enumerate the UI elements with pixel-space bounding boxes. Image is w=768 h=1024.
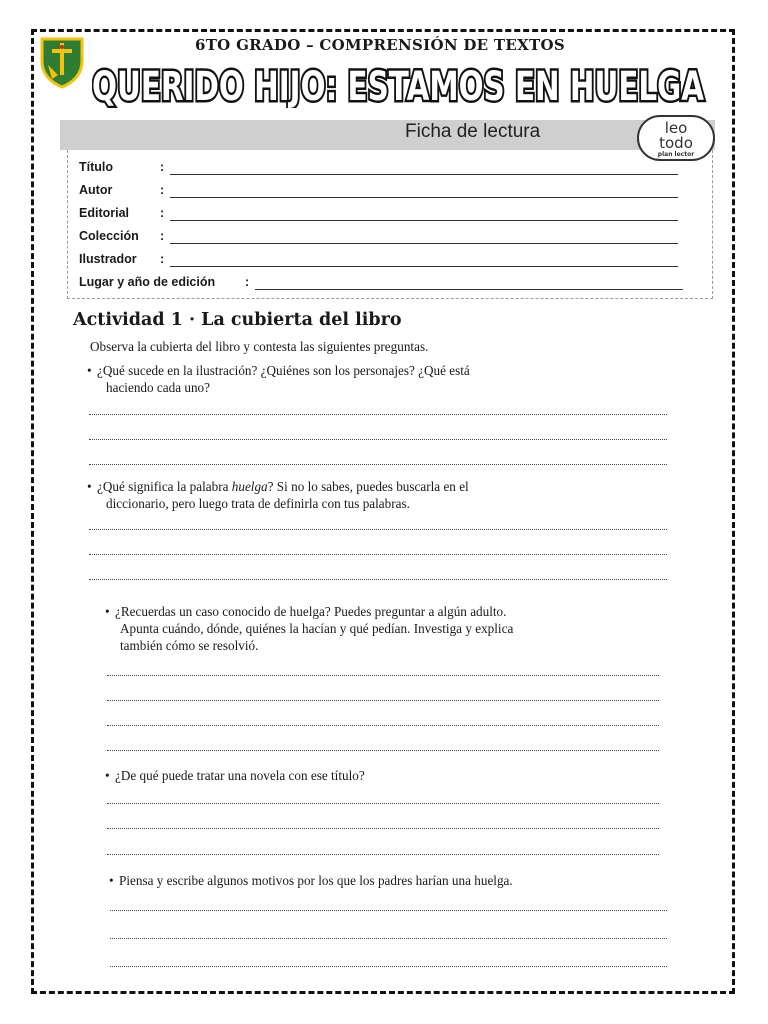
question-3: • ¿Recuerdas un caso conocido de huelga? Puedes preguntar a algún adulto. Apunta cuándo, dónde, quiénes la hacían y qué pedían. Investiga y explica también cómo se resolvió. <box>105 604 514 653</box>
question-5: • Piensa y escribe algunos motivos por los que los padres harían una huelga. <box>109 873 513 888</box>
field-line[interactable] <box>255 289 683 290</box>
svg-text:todo: todo <box>659 134 693 152</box>
question-1: • ¿Qué sucede en la ilustración? ¿Quiénes son los personajes? ¿Qué está haciendo cada uno? <box>87 363 470 395</box>
answer-line[interactable] <box>107 828 659 829</box>
question-2: • ¿Qué significa la palabra huelga? Si no lo sabes, puedes buscarla en el diccionario, pero luego trata de definirla con tus palabras. <box>87 479 469 511</box>
answer-line[interactable] <box>107 854 659 855</box>
field-lugar-ano: Lugar y año de edición : <box>79 275 215 291</box>
answer-line[interactable] <box>89 439 667 440</box>
field-titulo: Título : <box>79 160 113 176</box>
answer-line[interactable] <box>89 414 667 415</box>
field-label: Lugar y año de edición <box>79 275 216 289</box>
field-label: Editorial <box>79 206 130 220</box>
field-label: Autor <box>79 183 113 197</box>
school-crest-icon <box>38 35 86 89</box>
answer-line[interactable] <box>107 725 659 726</box>
worksheet-title <box>92 60 707 108</box>
answer-line[interactable] <box>110 966 667 967</box>
answer-line[interactable] <box>89 464 667 465</box>
answer-line[interactable] <box>110 910 667 911</box>
field-line[interactable] <box>170 197 678 198</box>
answer-line[interactable] <box>89 579 667 580</box>
answer-line[interactable] <box>107 750 659 751</box>
field-coleccion: Colección : <box>79 229 139 245</box>
field-line[interactable] <box>170 243 678 244</box>
field-ilustrador: Ilustrador : <box>79 252 137 268</box>
activity-intro: Observa la cubierta del libro y contesta las siguientes preguntas. <box>90 339 429 354</box>
answer-line[interactable] <box>110 938 667 939</box>
answer-line[interactable] <box>107 675 659 676</box>
svg-text:QUERIDO HIJO: ESTAMOS EN HUELG: QUERIDO HIJO: ESTAMOS EN HUELGA <box>92 64 705 108</box>
field-label: Colección <box>79 229 139 243</box>
field-label: Título <box>79 160 114 174</box>
answer-line[interactable] <box>89 554 667 555</box>
field-label: Ilustrador <box>79 252 137 266</box>
field-line[interactable] <box>170 174 678 175</box>
answer-line[interactable] <box>107 803 659 804</box>
question-4: • ¿De qué puede tratar una novela con ese título? <box>105 768 365 783</box>
ficha-title: Ficha de lectura <box>405 121 541 142</box>
answer-line[interactable] <box>89 529 667 530</box>
field-line[interactable] <box>170 266 678 267</box>
field-editorial: Editorial : <box>79 206 129 222</box>
grade-subtitle: 6TO GRADO – COMPRENSIÓN DE TEXTOS <box>194 36 566 54</box>
answer-line[interactable] <box>107 700 659 701</box>
svg-text:leo: leo <box>664 119 688 137</box>
activity-heading: Actividad 1 · La cubierta del libro <box>73 310 402 330</box>
ficha-header-bar <box>60 120 715 150</box>
field-line[interactable] <box>170 220 678 221</box>
svg-text:plan lector: plan lector <box>657 151 695 158</box>
field-autor: Autor : <box>79 183 112 199</box>
